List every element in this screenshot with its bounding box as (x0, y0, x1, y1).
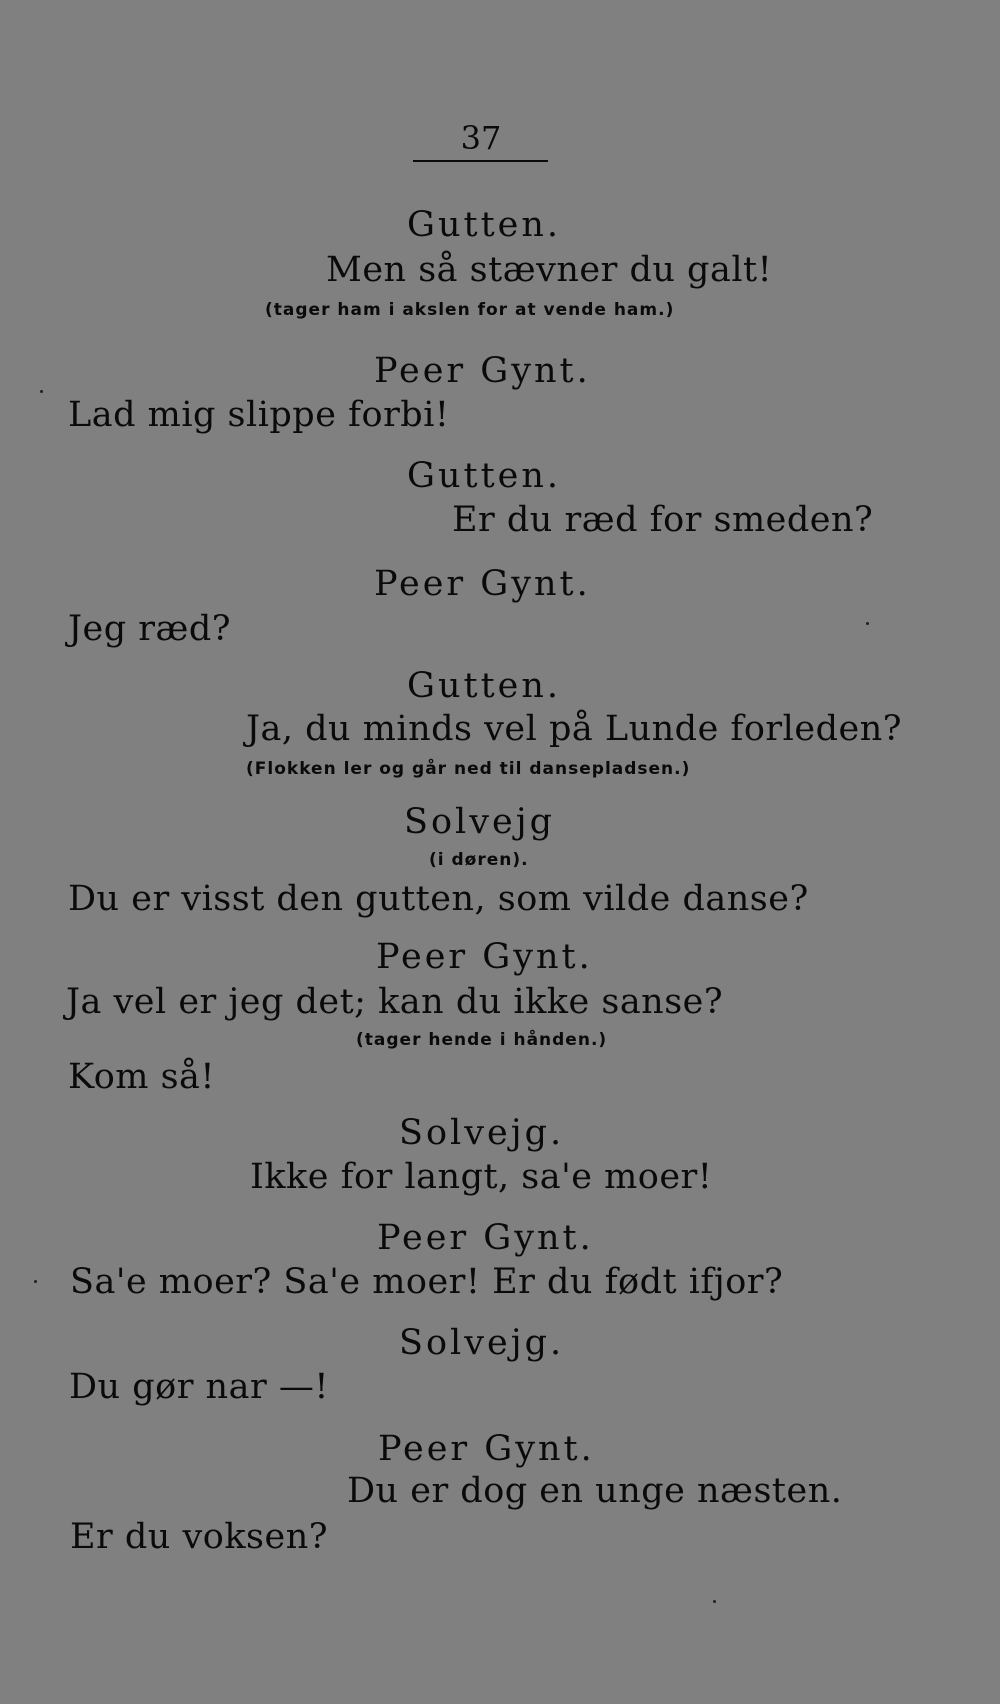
verse-line: Du gør nar —! (69, 1367, 329, 1407)
verse-line: Er du voksen? (70, 1517, 329, 1557)
speaker-name: Gutten. (407, 205, 562, 245)
verse-line: Kom så! (68, 1057, 215, 1097)
speaker-name: Gutten. (407, 666, 562, 706)
speaker-name: Peer Gynt. (374, 351, 591, 391)
speaker-name: Peer Gynt. (376, 937, 593, 977)
verse-line: Jeg ræd? (68, 609, 232, 649)
speaker-name: Peer Gynt. (377, 1218, 594, 1258)
verse-line: Ja vel er jeg det; kan du ikke sanse? (66, 982, 724, 1022)
page-number: 37 (460, 119, 502, 157)
stage-direction: (tager hende i hånden.) (356, 1030, 608, 1050)
verse-line: Men så stævner du galt! (326, 250, 773, 290)
stage-direction: (tager ham i akslen for at vende ham.) (265, 300, 675, 320)
stage-direction: (Flokken ler og går ned til dansepladsen.) (246, 759, 691, 779)
print-speck (866, 622, 869, 625)
print-speck (40, 390, 43, 393)
speaker-name: Solvejg. (399, 1113, 565, 1153)
page-number-rule (413, 160, 548, 162)
verse-line: Du er visst den gutten, som vilde danse? (68, 879, 809, 919)
verse-line: Du er dog en unge næsten. (347, 1471, 843, 1511)
speaker-name: Gutten. (407, 456, 562, 496)
verse-line: Ja, du minds vel på Lunde forleden? (246, 709, 902, 749)
stage-direction: (i døren). (429, 850, 529, 870)
speaker-name: Peer Gynt. (378, 1429, 595, 1469)
speaker-name: Peer Gynt. (374, 564, 591, 604)
print-speck (34, 1280, 37, 1283)
verse-line: Sa'e moer? Sa'e moer! Er du født ifjor? (70, 1262, 784, 1302)
speaker-name: Solvejg. (399, 1323, 565, 1363)
verse-line: Lad mig slippe forbi! (68, 395, 450, 435)
speaker-name: Solvejg (404, 802, 555, 842)
print-speck (713, 1600, 716, 1603)
verse-line: Ikke for langt, sa'e moer! (250, 1157, 713, 1197)
verse-line: Er du ræd for smeden? (452, 500, 874, 540)
